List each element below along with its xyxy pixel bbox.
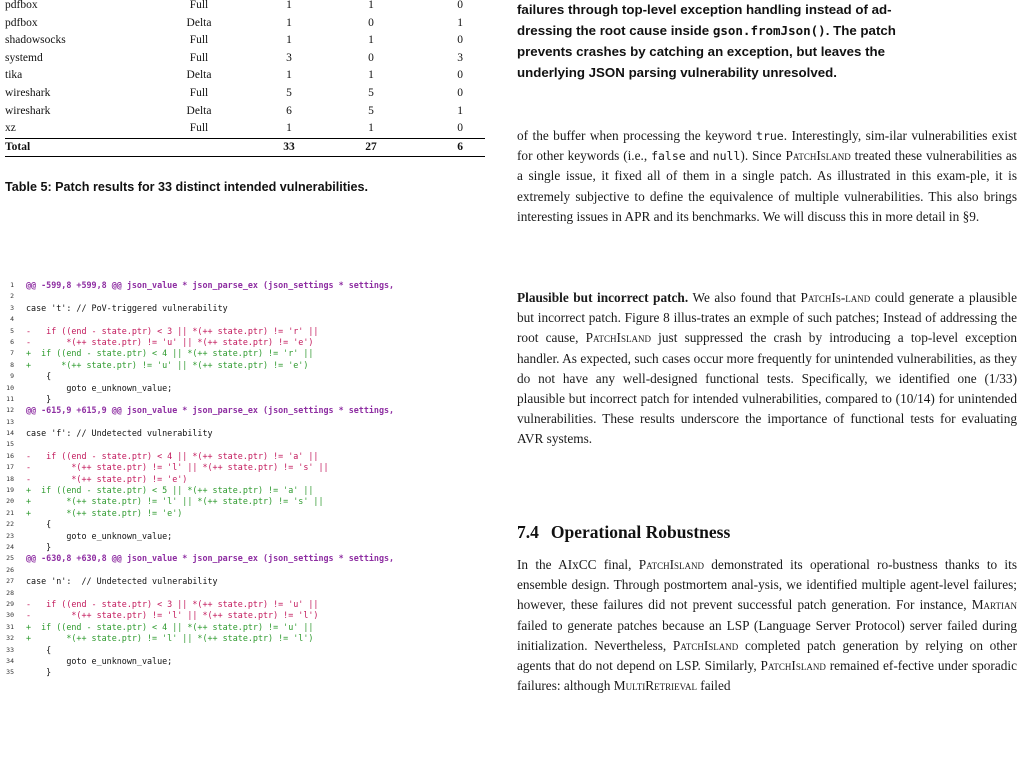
code-line [4,439,494,450]
code-text: case 't': // PoV-triggered vulnerability [26,302,228,313]
line-number: 1 [10,281,14,289]
finding-line: failures through top-level exception handling instead of ad- [517,2,892,17]
table-cell: 5 [286,86,292,99]
code-line [4,565,494,576]
line-number: 9 [10,372,14,381]
table-cell: Full [189,0,209,11]
system-name: PatchIsland [638,557,705,572]
table-cell: 0 [457,0,463,11]
table-cell: 1 [368,34,374,47]
line-number: 32 [6,634,14,643]
table-cell: Delta [186,69,212,82]
finding-box [517,0,1017,83]
table-cell: Full [189,122,209,135]
code-text: - if ((end - state.ptr) < 3 || *(++ state.ptr) != 'r' || [26,325,319,336]
table-cell: 1 [286,0,292,11]
left-column [0,0,495,759]
table-cell: 6 [412,138,485,157]
table-cell: Full [189,51,209,64]
code-line [4,508,494,519]
system-name: PatchIsland [785,148,851,164]
table-cell: 1 [286,34,292,47]
line-number: 14 [6,429,14,438]
code-line [4,599,494,610]
code-line [4,280,494,291]
line-number: 7 [10,349,14,358]
code-text: { [26,519,52,530]
table-row [5,0,485,15]
line-number: 18 [6,474,14,483]
line-number: 15 [6,440,14,449]
code-line [4,553,494,564]
table-cell: 0 [368,16,374,29]
code-text: } [26,667,52,678]
line-number: 30 [6,611,14,620]
code-text: goto e_unknown_value; [26,655,173,666]
line-number: 29 [6,599,14,608]
table-cell: 3 [457,51,463,64]
line-number: 34 [6,656,14,665]
line-number: 27 [6,577,14,586]
system-name: PatchIsland [672,637,739,653]
line-number: 31 [6,622,14,631]
line-number: 35 [6,668,14,677]
table-row [5,67,485,85]
system-name: PatchIs-land [800,290,871,305]
code-text: } [26,393,52,404]
code-line [4,462,494,473]
code-text: - *(++ state.ptr) != 'e') [26,473,188,484]
code-line [4,405,494,416]
code-text: case 'f': // Undetected vulnerability [26,428,213,439]
line-number: 16 [6,451,14,460]
inline-code: false [651,149,686,164]
table-row [5,103,485,121]
code-line [4,667,494,678]
code-line [4,337,494,348]
paragraph-plausible-patch: Plausible but incorrect patch. We also found that PatchIs-land could generate a plausible but incorrect patch. Figure 8 illus-trates an exmple of such patches; Instead of addressing the root cause, PatchIsland just suppressed the crash by introducing a top-level exception handler. As expected, such cases occur more frequently for unintended vulnerabilities, as they do not have any well-designed functional tests. Specifically, we identified one (1/33) plausible but incorrect patch for intended vulnerabilities, compared to (10/14) for unintended vulnerabilities. These results underscore the importance of functional tests for evaluating AVR systems. [517,290,1017,447]
code-text: goto e_unknown_value; [26,530,173,541]
table-cell: Total [5,138,150,157]
table-cell: Delta [186,104,212,117]
code-text: + *(++ state.ptr) != 'e') [26,507,183,518]
finding-line: dressing the root cause inside gson.fromJson(). The patch [517,23,896,38]
table-cell: Full [189,86,209,99]
table-cell: 5 [368,86,374,99]
table-cell: 0 [457,69,463,82]
code-line [4,291,494,302]
code-text: goto e_unknown_value; [26,382,173,393]
code-text: { [26,371,52,382]
code-text: - *(++ state.ptr) != 'l' || *(++ state.ptr) != 's' || [26,462,329,473]
code-line [4,417,494,428]
table-cell: 1 [457,104,463,117]
line-number: 13 [6,417,14,426]
code-text: case 'n': // Undetected vulnerability [26,576,218,587]
line-number: 19 [6,486,14,495]
code-text: - *(++ state.ptr) != 'u' || *(++ state.ptr) != 'e') [26,336,314,347]
table-cell: shadowsocks [5,34,66,47]
table-cell: tika [5,69,23,82]
table-cell: 1 [286,69,292,82]
table-cell: Full [189,34,209,47]
table-total-row [5,138,485,157]
agent-name: MultiRetrieval [613,678,697,694]
line-number: 20 [6,497,14,506]
table-cell: 1 [368,122,374,135]
table-cell: 3 [286,51,292,64]
code-line [4,383,494,394]
table-cell: 33 [248,138,330,157]
code-text: + *(++ state.ptr) != 'u' || *(++ state.ptr) != 'e') [26,359,309,370]
code-line [4,360,494,371]
code-line [4,314,494,325]
system-name: PatchIsland [760,658,826,674]
line-number: 5 [10,326,14,335]
table-cell: xz [5,122,16,135]
table-row [5,120,485,138]
code-text: - *(++ state.ptr) != 'l' || *(++ state.ptr) != 'l') [26,610,319,621]
table-cell: wireshark [5,104,51,117]
table-row [5,50,485,68]
code-line [4,348,494,359]
code-text: + *(++ state.ptr) != 'l' || *(++ state.ptr) != 's' || [26,496,324,507]
code-line [4,428,494,439]
code-text: + if ((end - state.ptr) < 4 || *(++ state.ptr) != 'u' || [26,621,314,632]
code-text: + if ((end - state.ptr) < 5 || *(++ state.ptr) != 'a' || [26,485,314,496]
code-text: @@ -615,9 +615,9 @@ json_value * json_parse_ex (json_settings * settings, [26,405,395,416]
code-line [4,485,494,496]
system-name: PatchIsland [585,330,651,346]
code-line [4,542,494,553]
code-line [4,519,494,530]
line-number: 17 [6,463,14,472]
code-line [4,531,494,542]
line-number: 24 [6,542,14,551]
inline-code: true [756,129,784,143]
line-number: 3 [10,303,14,312]
finding-line: underlying JSON parsing vulnerability unresolved. [517,65,837,80]
table-cell: systemd [5,51,43,64]
table-row [5,85,485,103]
paragraph-robustness: In the AIxCC final, PatchIsland demonstrated its operational ro-bustness thanks to its ensemble design. Through postmortem anal-ysis, we identified multiple agent-level failures; however, these failures did not prevent successful patch generation. For instance, Martian failed to generate patches because an LSP (Language Server Protocol) server failed during initialization. Nevertheless, PatchIsland completed patch generation by relying on other agents that do not depend on LSP. Similarly, PatchIsland remained ef-fective under sporadic failures: although MultiRetrieval failed [517,557,1018,694]
line-number: 12 [6,406,14,415]
table-cell: 27 [330,138,412,157]
table-cell: 0 [457,122,463,135]
runin-heading: Plausible but incorrect patch. [517,290,689,305]
right-column [517,0,1022,759]
line-number: 10 [6,383,14,392]
code-line [4,633,494,644]
code-line [4,588,494,599]
code-line [4,645,494,656]
line-number: 11 [6,394,14,403]
finding-line: prevents crashes by catching an exception, but leaves the [517,44,886,59]
line-number: 33 [6,645,14,654]
code-text: } [26,541,52,552]
code-text: { [26,644,52,655]
line-number: 4 [10,315,14,324]
inline-code: gson.fromJson() [712,23,826,38]
table-cell: 0 [457,86,463,99]
table-caption: Table 5: Patch results for 33 distinct intended vulnerabilities. [5,180,368,194]
table-cell: 1 [368,0,374,11]
line-number: 2 [10,292,14,301]
line-number: 22 [6,520,14,529]
table-cell: 1 [286,16,292,29]
code-line [4,576,494,587]
table-row [5,32,485,50]
line-number: 21 [6,508,14,517]
code-text: - if ((end - state.ptr) < 4 || *(++ state.ptr) != 'a' || [26,450,319,461]
code-line [4,326,494,337]
line-number: 23 [6,531,14,540]
table-cell: 1 [368,69,374,82]
code-line [4,610,494,621]
table-cell: pdfbox [5,0,38,11]
table-cell: 0 [368,51,374,64]
code-text: + if ((end - state.ptr) < 4 || *(++ state.ptr) != 'r' || [26,348,314,359]
line-number: 25 [6,554,14,563]
line-number: 26 [6,565,14,574]
line-number: 8 [10,360,14,369]
table-cell: 0 [457,34,463,47]
code-line [4,451,494,462]
paragraph-equivalence: of the buffer when processing the keyword true. Interestingly, sim-ilar vulnerabilities exist for other keywords (i.e., false and null). Since PatchIsland treated these vulnerabilities as a single issue, it fixed all of them in a single patch. As illustrated in this exam-ple, it is extremely subjective to define the equivalence of multiple vulnerabilities. This also brings interesting issues in APR and its benchmarks. We will discuss this in more detail in §9. [517,128,1017,224]
agent-name: Martian [971,597,1017,613]
code-line [4,622,494,633]
code-text: + *(++ state.ptr) != 'l' || *(++ state.ptr) != 'l') [26,633,314,644]
table-cell: wireshark [5,86,51,99]
code-line [4,394,494,405]
patch-results-table [5,0,485,157]
code-text: - if ((end - state.ptr) < 3 || *(++ state.ptr) != 'u' || [26,598,319,609]
code-listing-figure [4,280,494,679]
table-cell: Delta [186,16,212,29]
code-line [4,474,494,485]
code-line [4,656,494,667]
inline-code: null [712,149,741,164]
table-cell: 1 [286,122,292,135]
line-number: 6 [10,337,14,346]
table-row [5,15,485,33]
table-cell: pdfbox [5,16,38,29]
table-cell [150,138,248,157]
code-text: @@ -630,8 +630,8 @@ json_value * json_parse_ex (json_settings * settings, [26,553,395,564]
section-heading: 7.4 Operational Robustness [517,522,731,542]
table-cell: 5 [368,104,374,117]
code-text: @@ -599,8 +599,8 @@ json_value * json_parse_ex (json_settings * settings, [26,280,395,290]
code-line [4,496,494,507]
code-line [4,303,494,314]
table-cell: 1 [457,16,463,29]
table-cell: 6 [286,104,292,117]
code-line [4,371,494,382]
line-number: 28 [6,588,14,597]
